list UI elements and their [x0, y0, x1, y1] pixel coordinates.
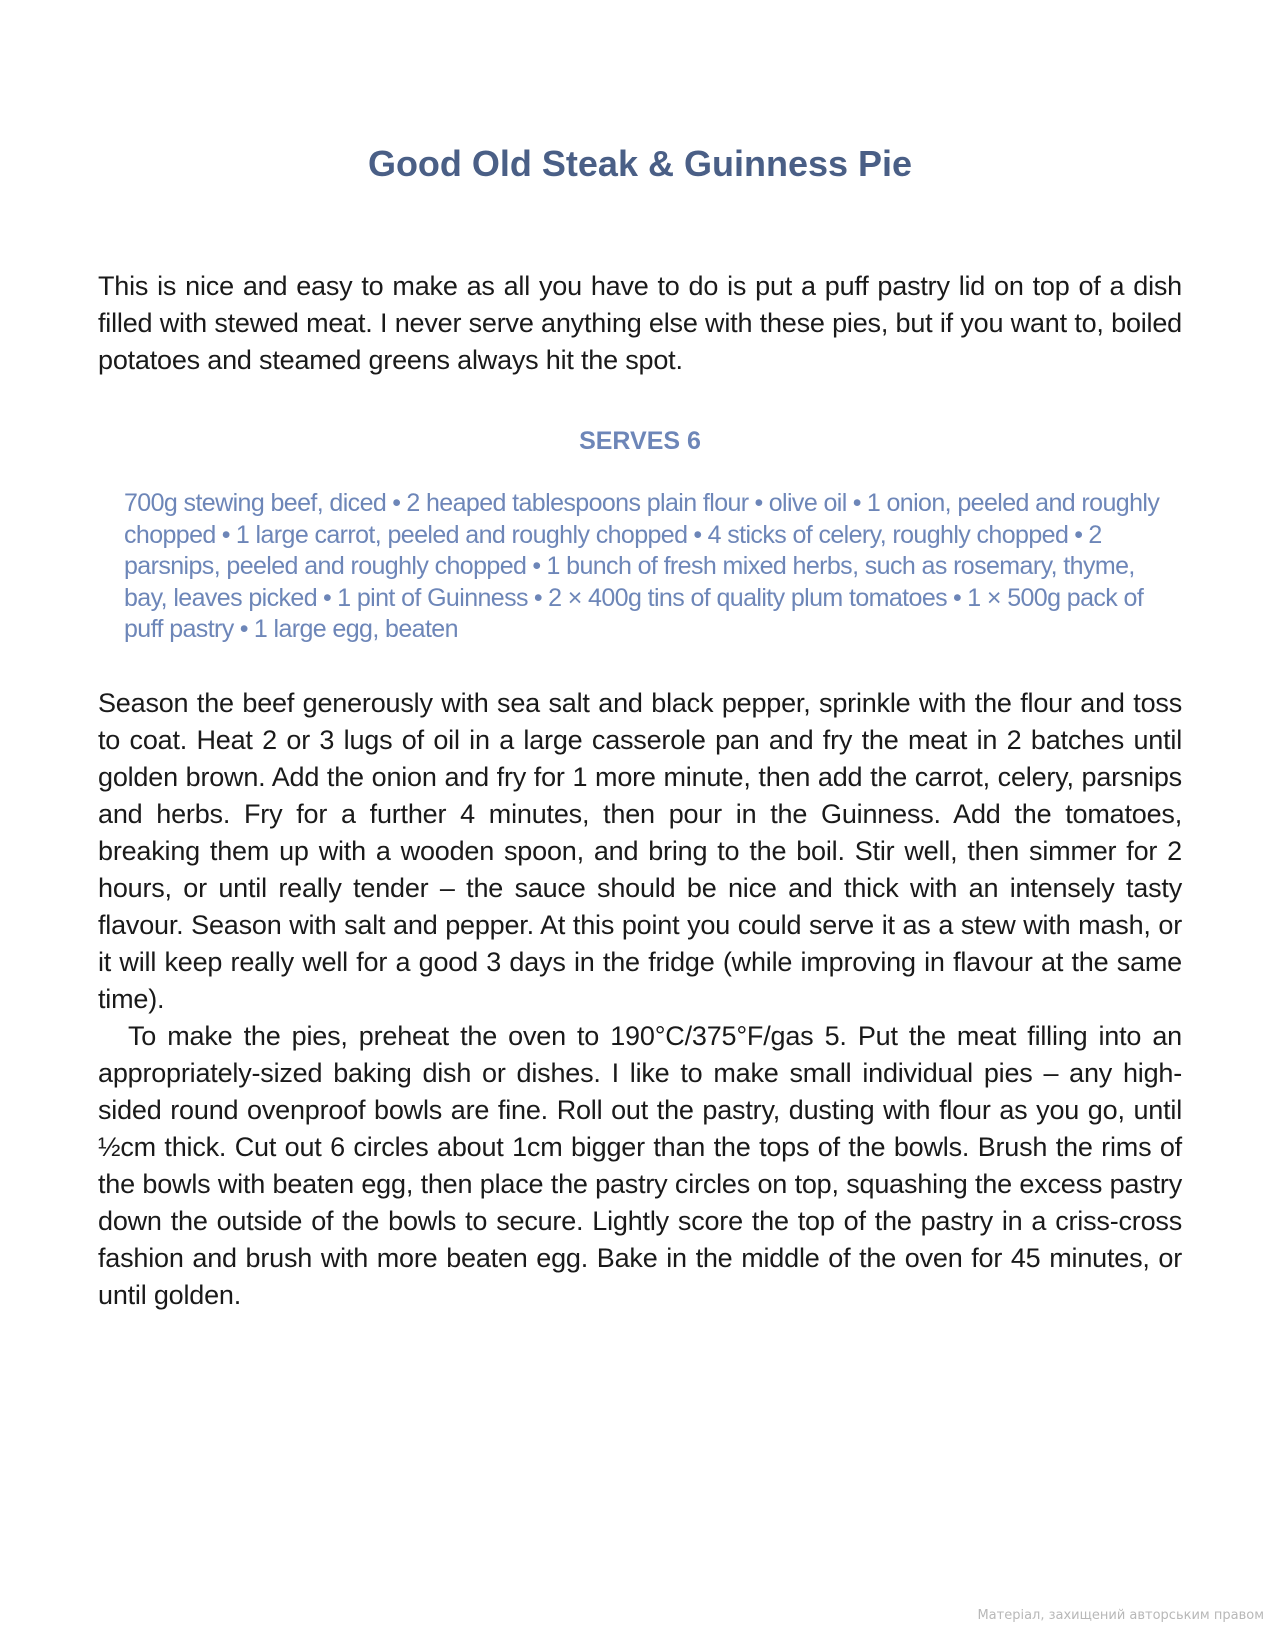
- method-paragraph: To make the pies, preheat the oven to 190°C/375°F/gas 5. Put the meat filling into an appropriately-sized baking dish or dishes. I like to make small individual pies – any high-sided round ovenproof bowls are fine. Roll out the pastry, dusting with flour as you go, until ½cm thick. Cut out 6 circles about 1cm bigger than the tops of the bowls. Brush the rims of the bowls with beaten egg, then place the pastry circles on top, squashing the excess pastry down the outside of the bowls to secure. Lightly score the top of the pastry in a criss-cross fashion and brush with more beaten egg. Bake in the middle of the oven for 45 minutes, or until golden.: [98, 1021, 1182, 1310]
- ingredient-item: 2 parsnips, peeled and roughly chopped: [124, 520, 1102, 580]
- ingredient-item: 1 large carrot, peeled and roughly chopped: [235, 520, 688, 549]
- ingredient-item: 2 heaped tablespoons plain flour: [406, 489, 749, 517]
- bullet-separator: •: [754, 489, 763, 517]
- bullet-separator: •: [1074, 520, 1083, 549]
- ingredient-item: 1 large egg, beaten: [253, 615, 458, 643]
- serves-heading: SERVES 6: [579, 427, 701, 455]
- bullet-separator: •: [533, 583, 543, 612]
- method-section: [98, 685, 1182, 1314]
- bullet-separator: •: [221, 520, 230, 549]
- ingredient-item: 1 × 500g pack of puff pastry: [124, 583, 1144, 643]
- bullet-separator: •: [953, 583, 962, 612]
- ingredient-item: 1 onion, peeled and roughly chopped: [124, 489, 1160, 549]
- bullet-separator: •: [323, 583, 332, 612]
- recipe-title: Good Old Steak & Guinness Pie: [367, 143, 913, 184]
- ingredient-item: olive oil: [768, 489, 847, 517]
- ingredient-item: 4 sticks of celery, roughly chopped: [707, 520, 1069, 549]
- bullet-separator: •: [852, 489, 861, 517]
- bullet-separator: •: [693, 520, 702, 549]
- ingredient-item: 700g stewing beef, diced: [124, 489, 387, 517]
- method-paragraph: Season the beef generously with sea salt and black pepper, sprinkle with the flour and toss to coat. Heat 2 or 3 lugs of oil in a large casserole pan and fry the meat in 2 batches until golden brown. Add the onion and fry for 1 more minute, then add the carrot, celery, parsnips and herbs. Fry for a further 4 minutes, then pour in the Guinness. Add the tomatoes, breaking them up with a wooden spoon, and bring to the boil. Stir well, then simmer for 2 hours, or until really tender – the sauce should be nice and thick with an intensely tasty flavour. Season with salt and pepper. At this point you could serve it as a stew with mash, or it will keep really well for a good 3 days in the fridge (while improving in flavour at the same time).: [98, 688, 1182, 1014]
- ingredient-item: 2 × 400g tins of quality plum tomatoes: [548, 583, 948, 612]
- bullet-separator: •: [392, 489, 401, 517]
- ingredient-item: 1 bunch of fresh mixed herbs, such as rosemary, thyme, bay, leaves picked: [124, 552, 1135, 612]
- copyright-watermark: Матеріал, захищений авторським правом: [977, 1608, 1264, 1623]
- recipe-intro: This is nice and easy to make as all you have to do is put a puff pastry lid on top of a dish filled with stewed meat. I never serve anything else with these pies, but if you want to, boiled potatoes and steamed greens always hit the spot.: [98, 271, 1182, 375]
- bullet-separator: •: [239, 615, 248, 643]
- ingredient-item: 1 pint of Guinness: [337, 583, 528, 612]
- bullet-separator: •: [532, 552, 541, 580]
- ingredients-list: [124, 488, 1164, 646]
